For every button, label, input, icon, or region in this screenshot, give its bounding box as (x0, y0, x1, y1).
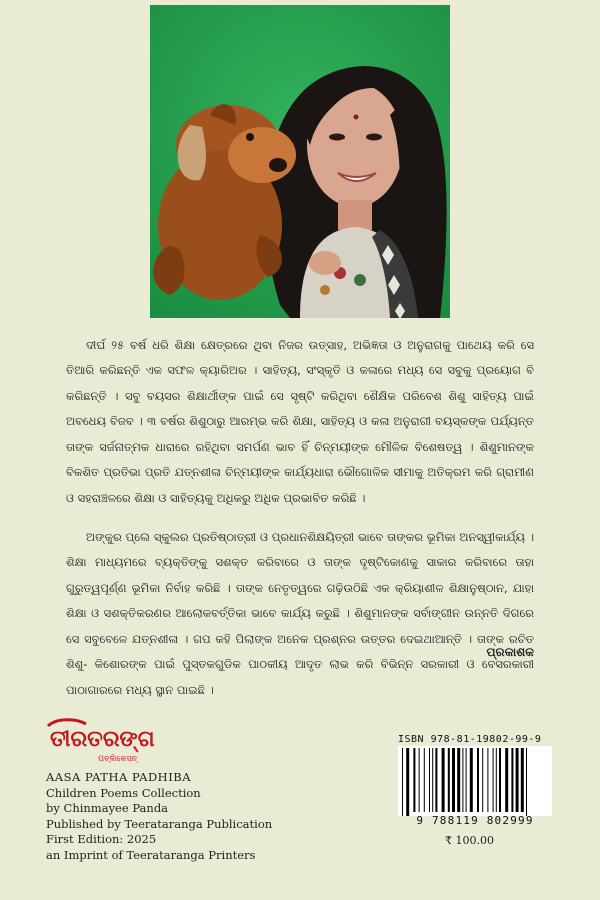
barcode-bar (516, 748, 519, 812)
book-info (46, 770, 272, 863)
barcode-bar (413, 748, 415, 812)
photo-illustration (150, 5, 450, 318)
barcode-bar (452, 748, 455, 812)
publisher-logo (46, 716, 186, 766)
barcode-bar (466, 748, 467, 812)
barcode-bar (448, 748, 450, 812)
book-author: by Chinmayee Panda (46, 801, 169, 815)
blurb-paragraph-1: ଦୀର୍ଘ ୨୫ ବର୍ଷ ଧରି ଶିକ୍ଷା କ୍ଷେତ୍ରରେ ଥିବା ନିଜର ଉତ୍ସାହ, ଅଭିଜ୍ଞତା ଓ ଅନୁରାଗକୁ ପାଥେୟ କରି ସେ ତିଆରି କରିଛନ୍ତି ଏକ ସଫଳ କ୍ୟାରିଅର । ସାହିତ୍ୟ, ସଂସ୍କୃତି ଓ କଳାରେ ମଧ୍ୟ ସେ ସବୁକୁ ପ୍ରୟୋଗ ବି କରିଛନ୍ତି । ସବୁ ବୟସର ଶିକ୍ଷାର୍ଥୀଙ୍କ ପାଇଁ ସେ ସୃଷ୍ଟି କରିଥିବା ଶୈକ୍ଷିକ ପରିବେଶ ଶିଶୁ ସାହିତ୍ୟ ପାଇଁ ଅବଧେୟ ବିଜବ । ୩ ବର୍ଷର ଶିଶୁଠାରୁ ଆରମ୍ଭ କରି ଶିକ୍ଷା, ସାହିତ୍ୟ ଓ କଳା ଅନୁରାଗୀ ବୟସ୍କଙ୍କ ପର୍ଯ୍ୟନ୍ତ ତାଙ୍କ ସର୍ଜନାତ୍ମକ ଧାରାରେ ରହିଥିବା ସମର୍ପଣ ଭାବ ହିଁ ଚିନ୍ମୟୀଙ୍କ ମୌଳିକ ବିଶେଷତ୍ୱ । ଶିଶୁମାନଙ୍କ ବିକଶିତ ପ୍ରତିଭା ପ୍ରତି ଯତ୍ନଶୀଳା ଚିନ୍ମୟୀଙ୍କ କାର୍ଯ୍ୟଧାରା ଭୌଗୋଳିକ ସୀମାକୁ ଅତିକ୍ରମ କରି ଗ୍ରାମୀଣ ଓ ସହରାଞ୍ଚଳରେ ଶିକ୍ଷା ଓ ସାହିତ୍ୟକୁ ଅଧିକରୁ ଅଧିକ ପ୍ରଭାବିତ କରିଛି । (66, 337, 534, 505)
barcode-bar (505, 748, 508, 812)
barcode-bar (424, 748, 425, 812)
price: ₹ 100.00 (445, 834, 494, 847)
barcode-bar (435, 748, 437, 812)
barcode-bar (499, 748, 501, 812)
logo-graphic (46, 716, 186, 766)
barcode-bar (432, 748, 433, 812)
barcode-bar (493, 748, 494, 812)
barcode-bar (429, 748, 430, 812)
barcode-bar (402, 748, 403, 816)
book-edition: First Edition: 2025 (46, 832, 157, 846)
blurb-paragraph-2: ଅଙ୍କୁର ପ୍ଲେ ସ୍କୁଲର ପ୍ରତିଷ୍ଠାତ୍ରୀ ଓ ପ୍ରଧାନଶିକ୍ଷୟିତ୍ରୀ ଭାବେ ତାଙ୍କର ଭୂମିକା ଅନସ୍ୱୀକାର୍ଯ୍ୟ । ଶିକ୍ଷା ମାଧ୍ୟମରେ ବ୍ୟକ୍ତିଙ୍କୁ ସଶକ୍ତ କରିବାରେ ଓ ତାଙ୍କ ଦୃଷ୍ଟିକୋଣକୁ ସାକାର କରିବାରେ ତାହା ଗୁରୁତ୍ୱପୂର୍ଣ୍ଣ ଭୂମିକା ନିର୍ବାହ କରିଛି । ତାଙ୍କ ନେତୃତ୍ୱରେ ଗଢ଼ିଉଠିଛି ଏକ କ୍ରିୟାଶୀଳ ଶିକ୍ଷାନୁଷ୍ଠାନ, ଯାହା ଶିକ୍ଷା ଓ ସଶକ୍ତିକରଣର ଆଲୋକବର୍ତ୍ତିକା ଭାବେ କାର୍ଯ୍ୟ କରୁଛି । ଶିଶୁମାନଙ୍କ ସର୍ବାଙ୍ଗୀନ ଉନ୍ନତି ଦିଗରେ ସେ ସବୁବେଳେ ଯତ୍ନଶୀଳା । ଗପ କହି ପିଲାଙ୍କ ଅନେକ ପ୍ରଶ୍ନର ଉତ୍ତର ଦେଇଥାଆନ୍ତି । ତାଙ୍କ ରଚିତ ଶିଶୁ- କିଶୋରଙ୍କ ପାଇଁ ପୁସ୍ତକଗୁଡିକ ପାଠକୀୟ ଆଦୃତ ଲାଭ କରି ବିଭିନ୍ନ ସରକାରୀ ଓ ବେସରକାରୀ ପାଠାଗାରରେ ମଧ୍ୟ ସ୍ଥାନ ପାଇଛି । (66, 529, 534, 697)
book-subtitle: Children Poems Collection (46, 785, 201, 800)
publisher-signature: ପ୍ରକାଶକ (486, 645, 534, 659)
barcode-bars (398, 746, 552, 816)
barcode-bar (526, 748, 527, 816)
barcode-bar (487, 748, 488, 812)
barcode-bar (482, 748, 483, 812)
barcode-bar (406, 748, 409, 816)
barcode-number: 9 788119 802999 (416, 814, 534, 827)
logo-sub-text: ପବ୍ଲିକେସନ୍ (98, 754, 138, 763)
barcode-bar (457, 748, 460, 812)
logo-main-text: ତୀରତରଙ୍ଗ (50, 727, 155, 752)
barcode-bar (419, 748, 420, 812)
barcode-bar (477, 748, 479, 812)
barcode (398, 746, 552, 816)
barcode-bar (470, 748, 473, 812)
book-title: AASA PATHA PADHIBA (46, 770, 192, 784)
barcode-bar (511, 748, 513, 812)
barcode-bar (521, 748, 524, 812)
isbn-label: ISBN 978-81-19802-99-9 (398, 734, 542, 745)
author-photo (150, 5, 450, 318)
barcode-bar (442, 748, 445, 812)
barcode-bar (462, 748, 463, 812)
book-publisher: Published by Teerataranga Publication (46, 816, 273, 831)
book-imprint: an Imprint of Teerataranga Printers (46, 847, 256, 862)
barcode-bar (496, 748, 497, 812)
